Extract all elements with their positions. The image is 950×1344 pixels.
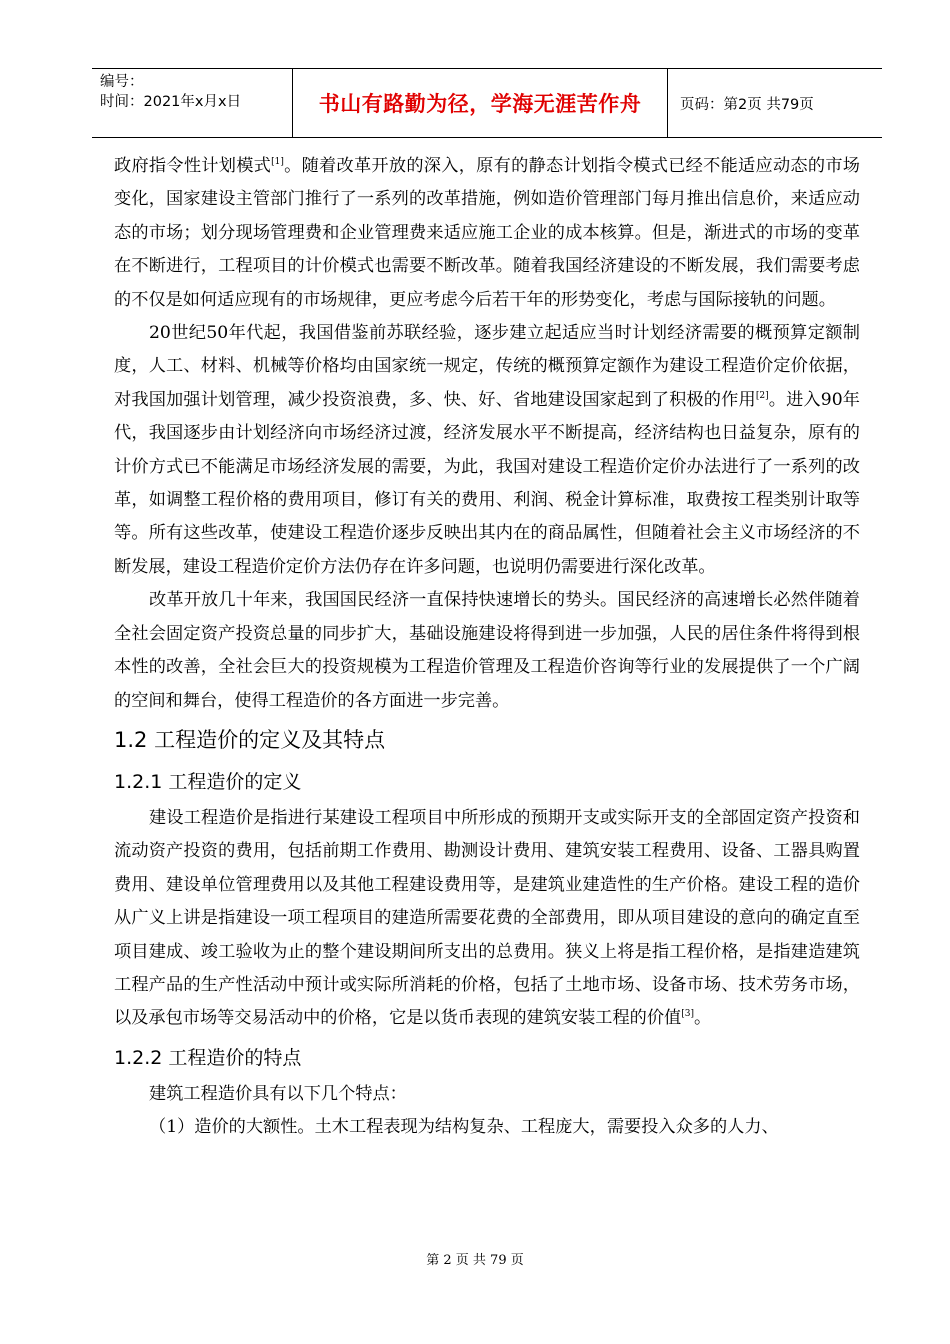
paragraph-text: 建设工程造价是指进行某建设工程项目中所形成的预期开支或实际开支的全部固定资产投资和流动资产投资的费用，包括前期工作费用、勘测设计费用、建筑安装工程费用、设备、工器具购置费用、建设单位管理费用以及其他工程建设费用等，是建筑业建造性的生产价格。建设工程的造价从广义上讲是指建设一项工程项目的建造所需要花费的全部费用，即从项目建设的意向的确定直至项目建成、竣工验收为止的整个建设期间所支出的总费用。狭义上将是指工程价格，是指建造建筑工程产品的生产性活动中预计或实际所消耗的价格，包括了土地市场、设备市场、技术劳务市场，以及承包市场等交易活动中的价格，它是以货币表现的建筑安装工程的价值 (114, 807, 860, 1029)
paragraph-text: 。随着改革开放的深入，原有的静态计划指令模式已经不能适应动态的市场变化，国家建设主管部门推行了一系列的改革措施，例如造价管理部门每月推出信息价，来适应动态的市场；划分现场管理费和企业管理费来适应施工企业的成本核算。但是，渐进式的市场的变革在不断进行，工程项目的计价模式也需要不断改革。随着我国经济建设的不断发展，我们需要考虑的不仅是如何适应现有的市场规律，更应考虑今后若干年的形势变化，考虑与国际接轨的问题。 (114, 156, 860, 310)
paragraph-text: 20世纪50年代起，我国借鉴前苏联经验，逐步建立起适应当时计划经济需要的概预算定额制度，人工、材料、机械等价格均由国家统一规定，传统的概预算定额作为建设工程造价定价依据，对我国加强计划管理，减少投资浪费，多、快、好、省地建设国家起到了积极的作用 (114, 323, 860, 410)
section-heading-1-2-1: 1.2.1 工程造价的定义 (114, 770, 302, 793)
paragraph-text: 政府指令性计划模式 (114, 156, 272, 176)
header-motto: 书山有路勤为径，学海无涯苦作舟 (292, 69, 668, 137)
paragraph-6: （1）造价的大额性。土木工程表现为结构复杂、工程庞大，需要投入众多的人力、 (149, 1117, 779, 1138)
document-number-label: 编号： (100, 74, 144, 90)
header-page-number: 页码：第2页 共79页 (680, 96, 814, 113)
document-time-label: 时间：2021年x月x日 (100, 94, 242, 110)
paragraph-2 (114, 317, 860, 584)
paragraph-text: 。进入90年代，我国逐步由计划经济向市场经济过渡，经济发展水平不断提高，经济结构也日益复杂，原有的计价方式已不能满足市场经济发展的需要，为此，我国对建设工程造价定价办法进行了一系列的改革，如调整工程价格的费用项目，修订有关的费用、利润、税金计算标准，取费按工程类别计取等等。所有这些改革，使建设工程造价逐步反映出其内在的商品属性，但随着社会主义市场经济的不断发展，建设工程造价定价方法仍存在许多问题，也说明仍需要进行深化改革。 (114, 389, 860, 577)
paragraph-text: 。 (693, 1008, 712, 1029)
paragraph-3: 改革开放几十年来，我国国民经济一直保持快速增长的势头。国民经济的高速增长必然伴随着全社会固定资产投资总量的同步扩大，基础设施建设将得到进一步加强，人民的居住条件将得到根本性的改善，全社会巨大的投资规模为工程造价管理及工程造价咨询等行业的发展提供了一个广阔的空间和舞台，使得工程造价的各方面进一步完善。 (114, 590, 860, 711)
citation-ref: [3] (681, 1009, 694, 1020)
citation-ref: [1] (271, 157, 284, 167)
citation-ref: [2] (755, 390, 769, 401)
page-footer: 第 2 页 共 79 页 (426, 1253, 524, 1268)
section-heading-1-2: 1.2 工程造价的定义及其特点 (114, 727, 386, 752)
document-body (114, 150, 860, 1145)
section-heading-1-2-2: 1.2.2 工程造价的特点 (114, 1046, 302, 1069)
paragraph-4 (114, 802, 860, 1036)
page-header (92, 68, 882, 138)
paragraph-5: 建筑工程造价具有以下几个特点： (149, 1083, 407, 1104)
header-meta (92, 69, 292, 137)
paragraph-1 (114, 150, 860, 317)
